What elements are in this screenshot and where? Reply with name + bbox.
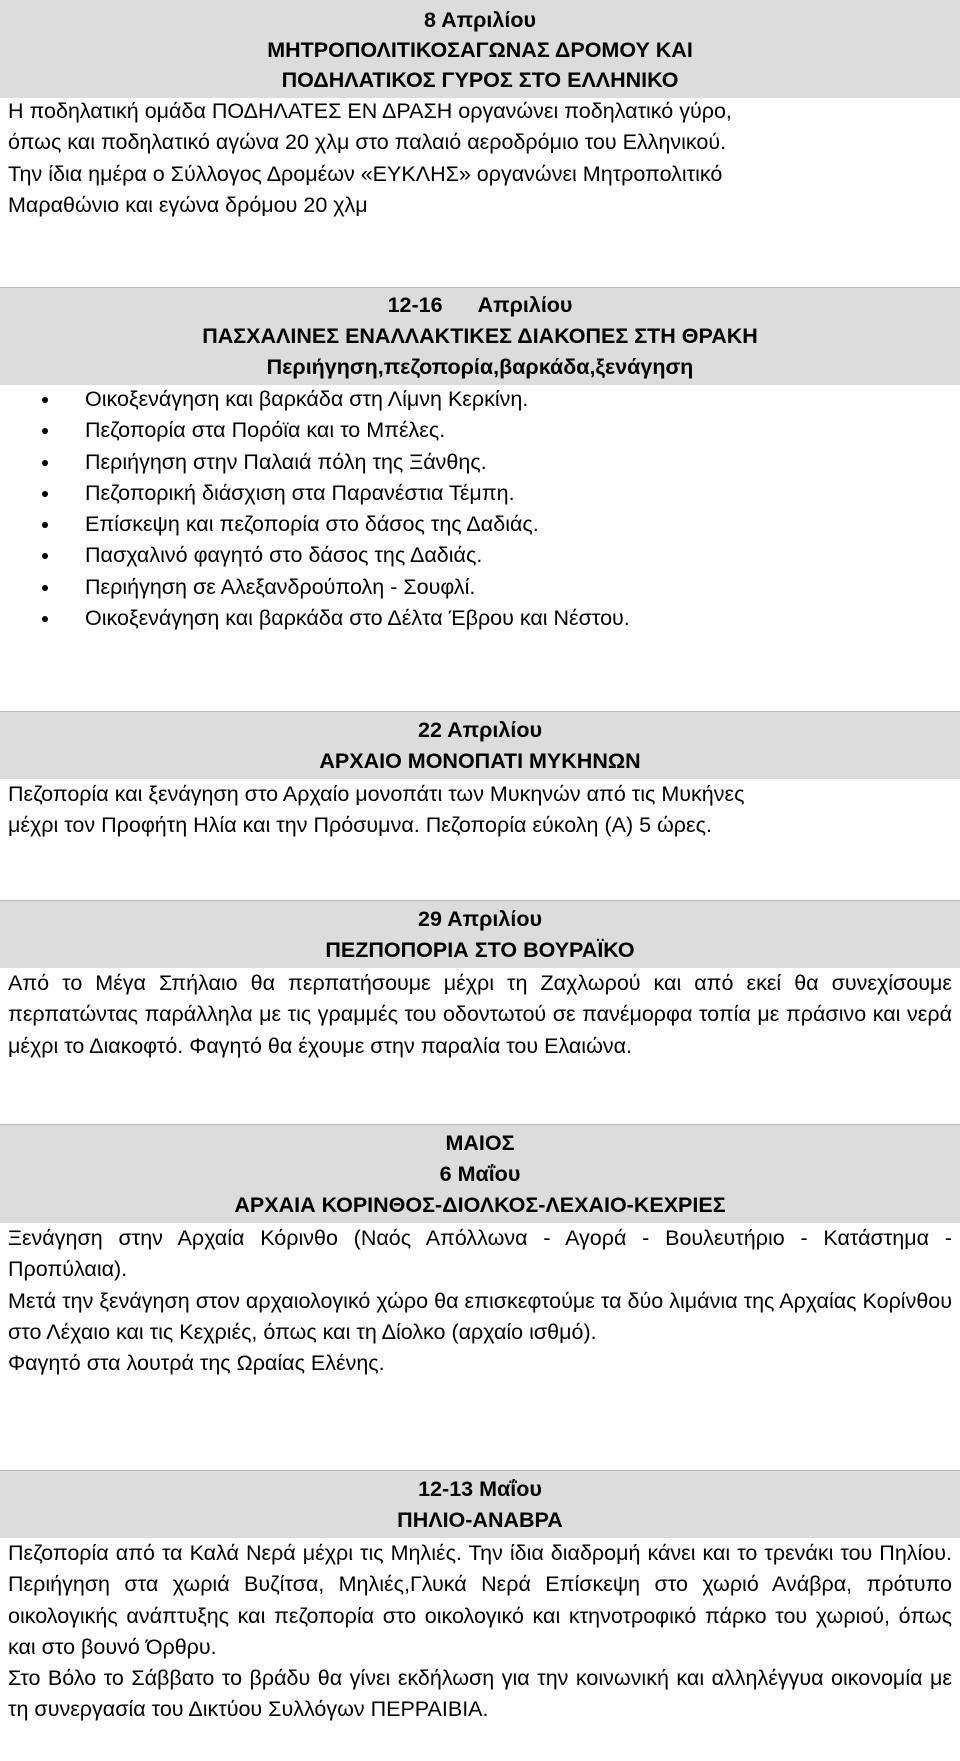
month-heading: ΜΑΙΟΣ [445,1131,515,1155]
bullet-icon [42,397,48,403]
bullet-icon [42,522,48,528]
paragraph: Πεζοπορία από τα Καλά Νερά μέχρι τις Μηλιές. Την ίδια διαδρομή κάνει και το τρενάκι του Πηλίου. Περιήγηση στα χωριά Βυζίτσα, Μηλιές,Γλυκά Νερά Επίσκεψη στο χωριό Ανάβρα, πρότυπο οικολογικής ανάπτυξης και πεζοπορία στο οικολογικό και κτηνοτροφικό πάρκο του χωριού, όπως και στο βουνό Όρθρυ. [8,1541,952,1659]
event-title: ΑΡΧΑΙΟ ΜΟΝΟΠΑΤΙ ΜΥΚΗΝΩΝ [319,749,641,773]
bullet-icon [42,585,48,591]
event-header [0,1470,960,1538]
event-8-april [0,0,960,221]
event-date: 22 Απριλίου [418,718,542,742]
event-29-april [0,900,960,1062]
event-date: 12-13 Μαΐου [418,1477,542,1501]
text-line: Πεζοπορία και ξενάγηση στο Αρχαίο μονοπάτι των Μυκηνών από τις Μυκήνες [8,782,745,806]
text-line: Την ίδια ημέρα ο Σύλλογος Δρομέων «ΕΥΚΛΗΣ» οργανώνει Μητροπολιτικό [8,161,723,186]
list-item: Περιήγηση στην Παλαιά πόλη της Ξάνθης. [0,447,960,478]
event-description [0,1223,960,1379]
event-header [0,1124,960,1223]
event-12-16-april [0,287,960,634]
text-line: μέχρι τον Προφήτη Ηλία και την Πρόσυμνα. Πεζοπορία εύκολη (Α) 5 ώρες. [8,813,712,838]
event-title: ΠΟΔΗΛΑΤΙΚΟΣ ΓΥΡΟΣ ΣΤΟ ΕΛΛΗΝΙΚΟ [281,68,679,92]
list-item: Οικοξενάγηση και βαρκάδα στη Λίμνη Κερκίνη. [0,384,960,415]
list-item: Επίσκεψη και πεζοπορία στο δάσος της Δαδιάς. [0,509,960,540]
list-item: Πεζοπορική διάσχιση στα Παρανέστια Τέμπη. [0,478,960,509]
event-6-may [0,1124,960,1379]
bullet-icon [42,553,48,559]
bullet-icon [42,491,48,497]
list-item: Πεζοπορία στα Πορόϊα και το Μπέλες. [0,415,960,446]
event-title: ΠΑΣΧΑΛΙΝΕΣ ΕΝΑΛΛΑΚΤΙΚΕΣ ΔΙΑΚΟΠΕΣ ΣΤΗ ΘΡΑΚΗ [202,324,758,348]
event-title: ΜΗΤΡΟΠΟΛΙΤΙΚΟΣΑΓΩΝΑΣ ΔΡΟΜΟΥ ΚΑΙ [267,38,693,62]
activity-list [0,384,960,634]
list-item: Πασχαλινό φαγητό στο δάσος της Δαδιάς. [0,540,960,571]
bullet-icon [42,460,48,466]
event-header [0,0,960,98]
paragraph: Ξενάγηση στην Αρχαία Κόρινθο (Ναός Απόλλωνα - Αγορά - Βουλευτήριο - Κατάστημα - Προπύλαια). [8,1226,952,1282]
event-date: 29 Απριλίου [418,907,542,931]
event-subtitle: Περιήγηση,πεζοπορία,βαρκάδα,ξενάγηση [266,355,694,379]
event-header [0,900,960,968]
event-description [0,1538,960,1726]
event-12-13-may [0,1470,960,1726]
event-description: Από το Μέγα Σπήλαιο θα περπατήσουμε μέχρι τη Ζαχλωρού και από εκεί θα συνεχίσουμε περπατώντας παράλληλα με τις γραμμές του οδοντωτού σε πανέμορφα τοπία με πράσινο και νερά μέχρι το Διακοφτό. Φαγητό θα έχουμε στην παραλία του Ελαιώνα. [8,971,952,1058]
bullet-icon [42,616,48,622]
text-line: Η ποδηλατική ομάδα ΠΟΔΗΛΑΤΕΣ ΕΝ ΔΡΑΣΗ οργανώνει ποδηλατικό γύρο, [8,99,732,123]
event-date: 6 Μαΐου [439,1162,521,1186]
event-description [0,779,960,842]
paragraph: Φαγητό στα λουτρά της Ωραίας Ελένης. [8,1351,385,1376]
event-description [0,96,960,221]
list-item: Περιήγηση σε Αλεξανδρούπολη - Σουφλί. [0,572,960,603]
event-22-april [0,711,960,842]
event-title: ΠΗΛΙΟ-ΑΝΑΒΡΑ [397,1508,563,1532]
text-line: Μαραθώνιο και εγώνα δρόμου 20 χλμ [8,192,368,217]
event-title: ΠΕΖΠΟΠΟΡΙΑ ΣΤΟ ΒΟΥΡΑΪΚΟ [325,938,635,962]
event-header [0,287,960,385]
list-item: Οικοξενάγηση και βαρκάδα στο Δέλτα Έβρου και Νέστου. [0,603,960,634]
event-date: 12-16 Απριλίου [387,293,573,317]
bullet-icon [42,428,48,434]
text-line: όπως και ποδηλατικό αγώνα 20 χλμ στο παλαιό αεροδρόμιο του Ελληνικού. [8,130,727,155]
paragraph: Μετά την ξενάγηση στον αρχαιολογικό χώρο θα επισκεφτούμε τα δύο λιμάνια της Αρχαίας Κορίνθου στο Λέχαιο και τις Κεχριές, όπως και τη Δίολκο (αρχαίο ισθμό). [8,1288,952,1344]
event-header [0,711,960,779]
event-title: ΑΡΧΑΙΑ ΚΟΡΙΝΘΟΣ-ΔΙΟΛΚΟΣ-ΛΕΧΑΙΟ-ΚΕΧΡΙΕΣ [234,1193,726,1217]
event-date: 8 Απριλίου [424,8,536,32]
paragraph: Στο Βόλο το Σάββατο το βράδυ θα γίνει εκδήλωση για την κοινωνική και αλληλέγγυα οικονομία με τη συνεργασία του Δικτύου Συλλόγων ΠΕΡΡΑΙΒΙΑ. [8,1666,952,1722]
